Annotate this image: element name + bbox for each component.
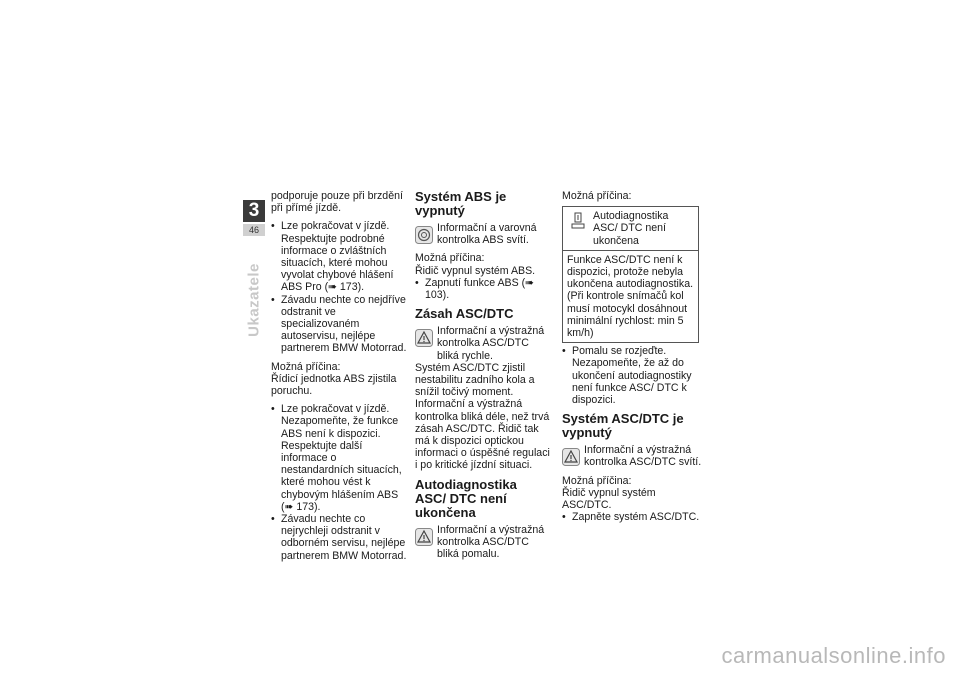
- column-2: [415, 190, 550, 566]
- notice-title: Autodiagnostika ASC/ DTC není ukončena: [593, 210, 669, 247]
- warning-triangle-icon: [415, 329, 433, 347]
- cause-label: Možná příčina:: [271, 360, 341, 373]
- column-1: [271, 190, 411, 568]
- heading-asc-off: Systém ASC/DTC je vypnutý: [562, 411, 684, 441]
- indicator-text: Informační a výstražná kontrolka ASC/DTC bliká rychle.: [437, 325, 545, 362]
- intro-text: podporuje pouze při brzdění při přímé jízdě.: [271, 190, 403, 215]
- list-item: • Lze pokračovat v jízdě. Nezapomeňte, že funkce ABS není k dispozici. Respektujte další informace o nestandardních situacích, které mohou vést k chybovým hlášením ABS (➠ 173).: [271, 403, 411, 513]
- indicator-note: [562, 444, 702, 468]
- list-item: • Zapnutí funkce ABS (➠ 103).: [415, 277, 550, 301]
- page-number: 46: [243, 224, 265, 236]
- note-icon: [569, 212, 587, 230]
- column-3: [562, 190, 702, 529]
- list-item: • Lze pokračovat v jízdě. Respektujte podrobné informace o zvláštních situacích, které mohou vyvolat chybové hlášení ABS Pro (➠ 173).: [271, 220, 411, 293]
- heading-self-diagnosis: Autodiagnostika ASC/ DTC není ukončena: [415, 476, 517, 520]
- chapter-number: 3: [243, 200, 265, 222]
- notice-header: [563, 207, 698, 251]
- indicator-text: Informační a výstražná kontrolka ASC/DTC svítí.: [584, 444, 702, 469]
- list-item: • Zapněte systém ASC/DTC.: [562, 511, 702, 523]
- list-item: • Závadu nechte co nejrychleji odstranit v odborném servisu, nejlépe partnerem BMW Motorrad.: [271, 513, 411, 562]
- notice-body: Funkce ASC/DTC není k dispozici, protože nebyla ukončena autodiagnostika. (Při kontrole snímačů kol musí motocykl dosáhnout minimální rychlost: min 5 km/h): [567, 253, 694, 340]
- cause-label: Možná příčina:: [415, 252, 485, 265]
- cause-text: Řidič vypnul systém ASC/DTC.: [562, 486, 656, 512]
- cause-label: Možná příčina:: [562, 474, 632, 487]
- indicator-note: [415, 325, 550, 362]
- indicator-text: Informační a výstražná kontrolka ASC/DTC bliká pomalu.: [437, 523, 545, 561]
- indicator-text: Informační a varovná kontrolka ABS svítí.: [437, 222, 537, 247]
- notice-box: [562, 206, 699, 343]
- cause-text: Řidič vypnul systém ABS.: [415, 264, 536, 277]
- warning-triangle-icon: [562, 448, 580, 466]
- list-item: • Pomalu se rozjeďte. Nezapomeňte, že až do ukončení autodiagnostiky není funkce ASC/ DTC k dispozici.: [562, 345, 702, 406]
- indicator-note: [415, 222, 550, 246]
- cause-text: Řídicí jednotka ABS zjistila poruchu.: [271, 372, 397, 398]
- abs-indicator-icon: [415, 226, 433, 244]
- body-text: Systém ASC/DTC zjistil nestabilitu zadního kola a snížil točivý moment. Informační a výstražná kontrolka bliká déle, než trvá zásah ASC/DTC. Řidič tak má k dispozici optickou informaci o úspěšné regulaci i po kritické jízdní situaci.: [415, 361, 550, 472]
- list-item: • Závadu nechte co nejdříve odstranit ve specializovaném autoservisu, nejlépe partnerem BMW Motorrad.: [271, 294, 411, 355]
- indicator-note: [415, 524, 550, 561]
- cause-label: Možná příčina:: [562, 190, 632, 202]
- bullet-list: [271, 220, 411, 354]
- bullet-list: [562, 511, 702, 523]
- watermark: carmanualsonline.info: [721, 643, 946, 668]
- bullet-list: [271, 403, 411, 562]
- warning-triangle-icon: [415, 528, 433, 546]
- bullet-list: [562, 345, 702, 406]
- heading-asc-intervention: Zásah ASC/DTC: [415, 306, 514, 322]
- section-title: Ukazatele: [245, 263, 263, 337]
- heading-abs-off: Systém ABS je vypnutý: [415, 189, 507, 218]
- bullet-list: [415, 277, 550, 301]
